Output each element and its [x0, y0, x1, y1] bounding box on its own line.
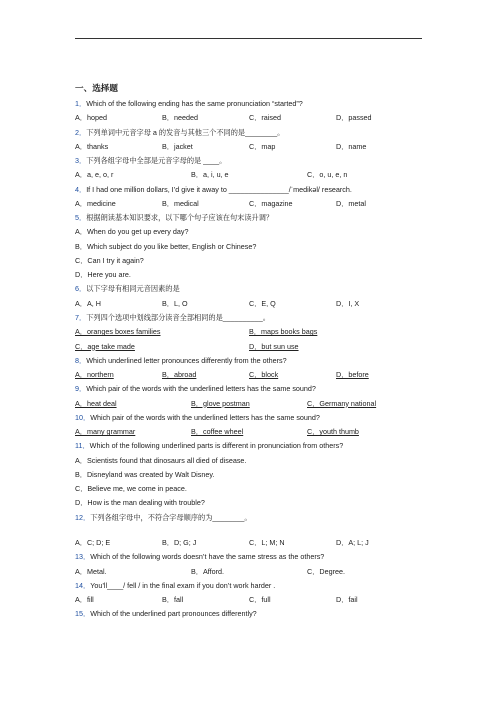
question-number: 4．: [75, 184, 87, 194]
header-rule: [75, 38, 422, 39]
question-5: [75, 211, 425, 225]
section-title: 一、选择题: [75, 83, 118, 93]
option-b[interactable]: B．coffee wheel: [191, 427, 244, 437]
options-8: [75, 368, 425, 382]
question-number: 2．: [75, 127, 87, 137]
option-a[interactable]: A．northern: [75, 370, 114, 380]
option-d[interactable]: D．fail: [336, 595, 358, 605]
question-text: If I had one million dollars, I’d give it away to _______________/ˈmedikəl/ research.: [86, 184, 352, 194]
question-8: [75, 354, 425, 368]
question-number: 15．: [75, 609, 91, 619]
option-a[interactable]: A．Scientists found that dinosaurs all died of disease.: [75, 455, 247, 465]
option-a[interactable]: A．hoped: [75, 113, 107, 123]
option-d[interactable]: D．I, X: [336, 298, 360, 308]
question-number: 10．: [75, 412, 91, 422]
question-4: [75, 183, 425, 197]
question-text: 以下字母有相同元音因素的是: [86, 284, 180, 294]
options-7-cd: [75, 340, 425, 354]
question-9: [75, 382, 425, 396]
option-a[interactable]: A．heat deal: [75, 398, 117, 408]
question-1: [75, 97, 425, 111]
options-6: [75, 297, 425, 311]
question-list: [75, 97, 425, 622]
question-text: Which of the following underlined parts is different in pronunciation from others?: [89, 441, 344, 451]
option-c[interactable]: C．Degree.: [307, 566, 345, 576]
question-text: Which of the underlined part pronounces differently?: [90, 609, 257, 619]
option-d[interactable]: D．before: [336, 370, 369, 380]
option-c[interactable]: C．o, u, e, n: [307, 170, 348, 180]
question-text: Which pair of the words with the underlined letters has the same sound?: [86, 384, 316, 394]
option-b[interactable]: B．Disneyland was created by Walt Disney.: [75, 469, 215, 479]
question-text: 下列各组字母中，不符合字母顺序的为________。: [90, 512, 252, 522]
option-b[interactable]: B．medical: [162, 198, 199, 208]
option-b[interactable]: B．needed: [162, 113, 198, 123]
options-7-ab: [75, 325, 425, 339]
question-text: Which underlined letter pronounces differently from the others?: [86, 355, 287, 365]
option-b[interactable]: B．abroad: [162, 370, 197, 380]
option-a[interactable]: A．A, H: [75, 298, 101, 308]
option-c[interactable]: C．Can I try it again?: [75, 255, 144, 265]
option-d[interactable]: D．passed: [336, 113, 372, 123]
options-3: [75, 168, 425, 182]
question-text: You’ll____/ fell / in the final exam if you don’t work harder .: [90, 580, 276, 590]
question-6: [75, 282, 425, 296]
option-a[interactable]: A．medicine: [75, 198, 116, 208]
options-4: [75, 197, 425, 211]
question-number: 12．: [75, 512, 91, 522]
option-a[interactable]: A．oranges boxes families: [75, 327, 161, 337]
spacer: [75, 525, 425, 536]
option-c[interactable]: C．raised: [249, 113, 281, 123]
option-d[interactable]: D．How is the man dealing with trouble?: [75, 498, 205, 508]
option-c[interactable]: C．age take made: [75, 341, 135, 351]
options-12: [75, 536, 425, 550]
question-12: [75, 511, 425, 525]
option-a[interactable]: A．thanks: [75, 141, 109, 151]
option-c[interactable]: C．E, Q: [249, 298, 276, 308]
question-10: [75, 411, 425, 425]
question-number: 5．: [75, 213, 87, 223]
question-number: 1．: [75, 99, 87, 108]
options-14: [75, 593, 425, 607]
option-d[interactable]: D．Here you are.: [75, 270, 131, 280]
question-7: [75, 311, 425, 325]
option-c[interactable]: C．full: [249, 595, 271, 605]
question-number: 13．: [75, 552, 91, 562]
question-2: [75, 126, 425, 140]
question-text: 根据朗读基本知识要求，以下哪个句子应该在句末读升调？: [86, 213, 274, 223]
options-13: [75, 565, 425, 579]
question-number: 6．: [75, 284, 87, 294]
option-a[interactable]: A．fill: [75, 595, 94, 605]
options-2: [75, 140, 425, 154]
question-15: [75, 607, 425, 621]
option-a[interactable]: A．When do you get up every day?: [75, 227, 189, 237]
option-a[interactable]: A．Metal.: [75, 566, 107, 576]
option-b[interactable]: B．Afford.: [191, 566, 225, 576]
options-9: [75, 397, 425, 411]
option-c[interactable]: C．L; M; N: [249, 537, 285, 547]
question-text: Which pair of the words with the underlined letters has the same sound?: [90, 412, 320, 422]
question-text: Which of the following words doesn’t have the same stress as the others?: [90, 552, 325, 562]
option-b[interactable]: B．a, i, u, e: [191, 170, 229, 180]
option-c[interactable]: C．magazine: [249, 198, 293, 208]
option-b[interactable]: B．Which subject do you like better, English or Chinese?: [75, 241, 257, 251]
options-10: [75, 425, 425, 439]
option-b[interactable]: B．glove postman: [191, 398, 250, 408]
option-d[interactable]: D．name: [336, 141, 367, 151]
option-d[interactable]: D．but sun use: [249, 341, 299, 351]
option-b[interactable]: B．jacket: [162, 141, 193, 151]
question-number: 7．: [75, 312, 87, 322]
option-a[interactable]: A．a, e, o, r: [75, 170, 114, 180]
question-13: [75, 550, 425, 564]
option-c[interactable]: C．block: [249, 370, 279, 380]
option-b[interactable]: B．fall: [162, 595, 184, 605]
question-14: [75, 579, 425, 593]
question-text: 下列四个选项中划线部分读音全部相同的是__________。: [86, 312, 270, 322]
option-c[interactable]: C．youth thumb: [307, 427, 359, 437]
question-number: 11．: [75, 441, 90, 451]
option-d[interactable]: D．A; L; J: [336, 537, 369, 547]
question-text: 下列单词中元音字母 a 的发音与其他三个不同的是________。: [86, 127, 285, 137]
question-number: 9．: [75, 384, 87, 394]
option-c[interactable]: C．Believe me, we come in peace.: [75, 484, 187, 494]
question-11: [75, 439, 425, 453]
question-number: 14．: [75, 580, 91, 590]
question-number: 3．: [75, 156, 87, 166]
question-3: [75, 154, 425, 168]
option-b[interactable]: B．D; G; J: [162, 537, 197, 547]
options-1: [75, 111, 425, 125]
option-b[interactable]: B．maps books bags: [249, 327, 318, 337]
option-a[interactable]: A．many grammar: [75, 427, 136, 437]
question-text: 下列各组字母中全部是元音字母的是 ____。: [86, 156, 227, 166]
option-c[interactable]: C．Germany national: [307, 398, 377, 408]
option-a[interactable]: A．C; D; E: [75, 537, 111, 547]
question-text: Which of the following ending has the same pronunciation “started”?: [86, 99, 303, 108]
option-c[interactable]: C．map: [249, 141, 276, 151]
option-b[interactable]: B．L, O: [162, 298, 188, 308]
option-d[interactable]: D．metal: [336, 198, 366, 208]
question-number: 8．: [75, 355, 87, 365]
